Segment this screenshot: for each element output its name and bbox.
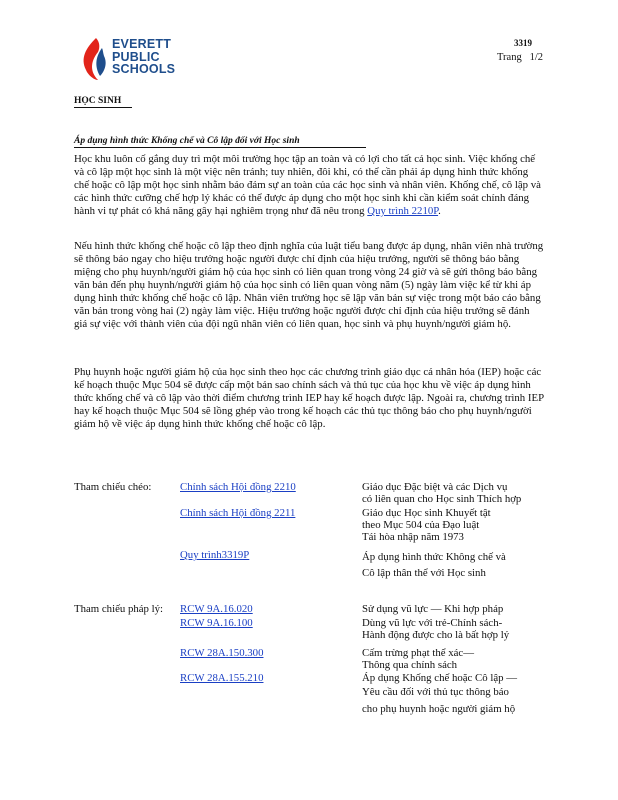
- logo-line-1: EVERETT: [112, 37, 172, 51]
- legal-ref-1-desc: Sử dụng vũ lực — Khi hợp pháp: [362, 603, 504, 615]
- legal-ref-4[interactable]: RCW 28A.155.210: [180, 672, 264, 684]
- document-number: 3319: [514, 38, 532, 48]
- legal-ref-2[interactable]: RCW 9A.16.100: [180, 617, 253, 629]
- page-info: [497, 52, 543, 63]
- logo-line-2: PUBLIC: [112, 49, 160, 64]
- legal-ref-label: Tham chiếu pháp lý:: [74, 603, 164, 615]
- cross-ref-label: Tham chiếu chéo:: [74, 481, 152, 493]
- legal-ref-1[interactable]: RCW 9A.16.020: [180, 603, 253, 615]
- cross-ref-3-desc: Áp dụng hình thức Không chế và Cô lập thân thể với Học sinh: [362, 551, 506, 579]
- cross-ref-2-desc: Giáo dục Học sinh Khuyết tật theo Mục 504 của Đạo luật Tái hòa nhập năm 1973: [362, 507, 491, 543]
- paragraph-2-text: Nếu hình thức khống chế hoặc cô lập theo định nghĩa của luật tiểu bang được áp dụng, nhân viên nhà trường sẽ thông báo ngay cho hiệu trưởng hoặc người được chỉ định của hiệu trưởng, người sẽ thông báo bằng miệng cho phụ huynh/người giám hộ của học sinh có liên quan trong vòng 24 giờ và sẽ gửi thông báo bằng văn bản đến phụ huynh/người giám hộ của học sinh có liên quan vòng năm (5) ngày làm việc kể từ khi áp dụng hình thức khống chế hoặc cô lập. Nhân viên trường học sẽ lập văn bản sự việc trong một báo cáo bằng văn bản trong vòng hai (2) ngày làm việc. Hiệu trưởng hoặc người được chỉ định của hiệu trưởng sẽ đánh giá sự việc với thành viên của đội ngũ nhân viên có liên quan, học sinh và phụ huynh/người giám hộ.: [74, 240, 544, 330]
- logo-line-3: SCHOOLS: [112, 62, 176, 76]
- paragraph-3-text: Phụ huynh hoặc người giám hộ của học sinh theo học các chương trình giáo dục cá nhân hóa (IEP) hoặc các kế hoạch thuộc Mục 504 sẽ được cấp một bản sao chính sách và thủ tục của học khu về việc áp dụng hình thức khống chế và cô lập vào thời điểm chương trình IEP hay kế hoạch được lập. Ngoài ra, chương trình IEP hay kế hoạch thuộc Mục 504 sẽ lồng ghép vào trong kế hoạch các thủ tục thông báo cho phụ huynh/người giám hộ về việc áp dụng hình thức khống chế hoặc cô lập.: [74, 366, 544, 430]
- cross-ref-1[interactable]: Chính sách Hội đồng 2210: [180, 481, 296, 493]
- page-value: 1/2: [529, 52, 543, 63]
- policy-title: Áp dụng hình thức Khống chế và Cô lập đối với Học sinh: [74, 136, 366, 148]
- paragraph-3: [74, 366, 544, 431]
- page-label: Trang: [497, 52, 522, 63]
- paragraph-1-end: .: [438, 205, 441, 217]
- cross-ref-2[interactable]: Chính sách Hội đồng 2211: [180, 507, 296, 519]
- legal-ref-3-desc: Cấm trừng phạt thể xác— Thông qua chính sách: [362, 647, 474, 671]
- cross-ref-3[interactable]: Quy trình3319P: [180, 549, 250, 561]
- district-logo: [78, 34, 188, 86]
- section-heading: HỌC SINH: [74, 96, 132, 108]
- paragraph-1: [74, 153, 544, 218]
- flame-logo-icon: [78, 36, 112, 82]
- cross-ref-1-desc: Giáo dục Đặc biệt và các Dịch vụ có liên quan cho Học sinh Thích hợp: [362, 481, 522, 505]
- paragraph-1-text: Học khu luôn cố gắng duy trì một môi trường học tập an toàn và có lợi cho tất cả học sinh. Việc khống chế và cô lập một học sinh là một việc nên tránh; tuy nhiên, đôi khi, có thể cần phải áp dụng hình thức khống chế hoặc cô lập một học sinh nhằm bảo đảm sự an toàn của các học sinh và nhân viên. Khống chế, cô lập và các hình thức cưỡng chế hợp lý khác có thể được áp dụng cho một học sinh khi cần kiểm soát chính đáng hành vi tự phát có khả năng gây hại nghiêm trọng như đã nêu trong: [74, 153, 541, 217]
- legal-ref-4-desc: Áp dụng Khống chế hoặc Cô lập — Yêu cầu đối với thủ tục thông báo cho phụ huynh hoặc người giám hộ: [362, 672, 518, 715]
- paragraph-2: [74, 240, 544, 331]
- legal-ref-2-desc: Dùng vũ lực với trẻ-Chính sách- Hành động được cho là bất hợp lý: [362, 617, 510, 641]
- legal-ref-3[interactable]: RCW 28A.150.300: [180, 647, 264, 659]
- procedure-2210p-link[interactable]: Quy trình 2210P: [367, 205, 439, 217]
